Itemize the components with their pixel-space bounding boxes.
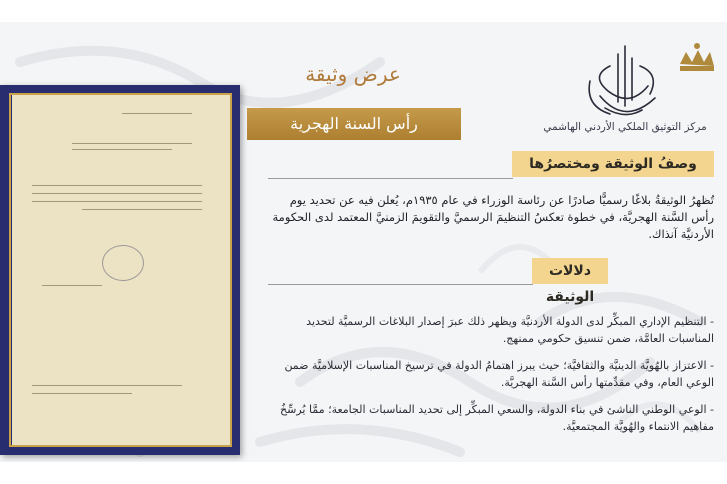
document-stamp bbox=[102, 245, 144, 281]
list-item: - الوعي الوطني الناشئ في بناء الدولة، والسعي المبكِّر إلى تحديد المناسبات الجامعة؛ ممَّا يُرسِّخُ مفاهيم الانتماء والهُويَّة المجتمعيَّة. bbox=[268, 401, 714, 435]
document-paper bbox=[12, 95, 230, 445]
royal-crown-logo-icon bbox=[530, 36, 720, 154]
list-item: - التنظيم الإداري المبكِّر لدى الدولة الأردنيَّة ويظهر ذلك عبرَ إصدار البلاغات الرسميَّة لتحديد المناسبات العامَّة، ضمن تنسيق حكومي ممنهج. bbox=[268, 313, 714, 347]
page-title: عرض وثيقة bbox=[305, 62, 401, 86]
description-divider bbox=[268, 178, 513, 179]
document-subject-banner: رأس السنة الهجرية bbox=[247, 108, 461, 140]
significance-divider bbox=[268, 284, 533, 285]
significance-list bbox=[268, 313, 714, 445]
document-card bbox=[0, 22, 727, 462]
significance-heading: دلالات الوثيقة bbox=[532, 258, 608, 284]
description-text: تُظهرُ الوثيقةُ بلاغًا رسميًّا صادرًا عن رئاسة الوزراء في عام ١٩٣٥م، يُعلن فيه عن تحديد يوم رأس السَّنة الهجريَّة، في خطوة تعكسُ التنظيمَ الرسميَّ والتقويمَ الزمنيَّ المعتمد لدى الحكومة الأردنيَّة آنذاك. bbox=[272, 193, 714, 241]
framed-document-image bbox=[0, 85, 240, 455]
description-heading: وصفُ الوثيقة ومختصرُها bbox=[512, 151, 714, 177]
list-item: - الاعتزاز بالهُويَّة الدينيَّة والثقافيَّة؛ حيث يبرز اهتمامُ الدولة في ترسيخ المناسبات الإسلاميَّة ضمن الوعي العام، وفي مقدِّمتها رأس السَّنة الهجريَّة. bbox=[268, 357, 714, 391]
logo-caption: مركز التوثيق الملكي الأردني الهاشمي bbox=[543, 121, 707, 133]
